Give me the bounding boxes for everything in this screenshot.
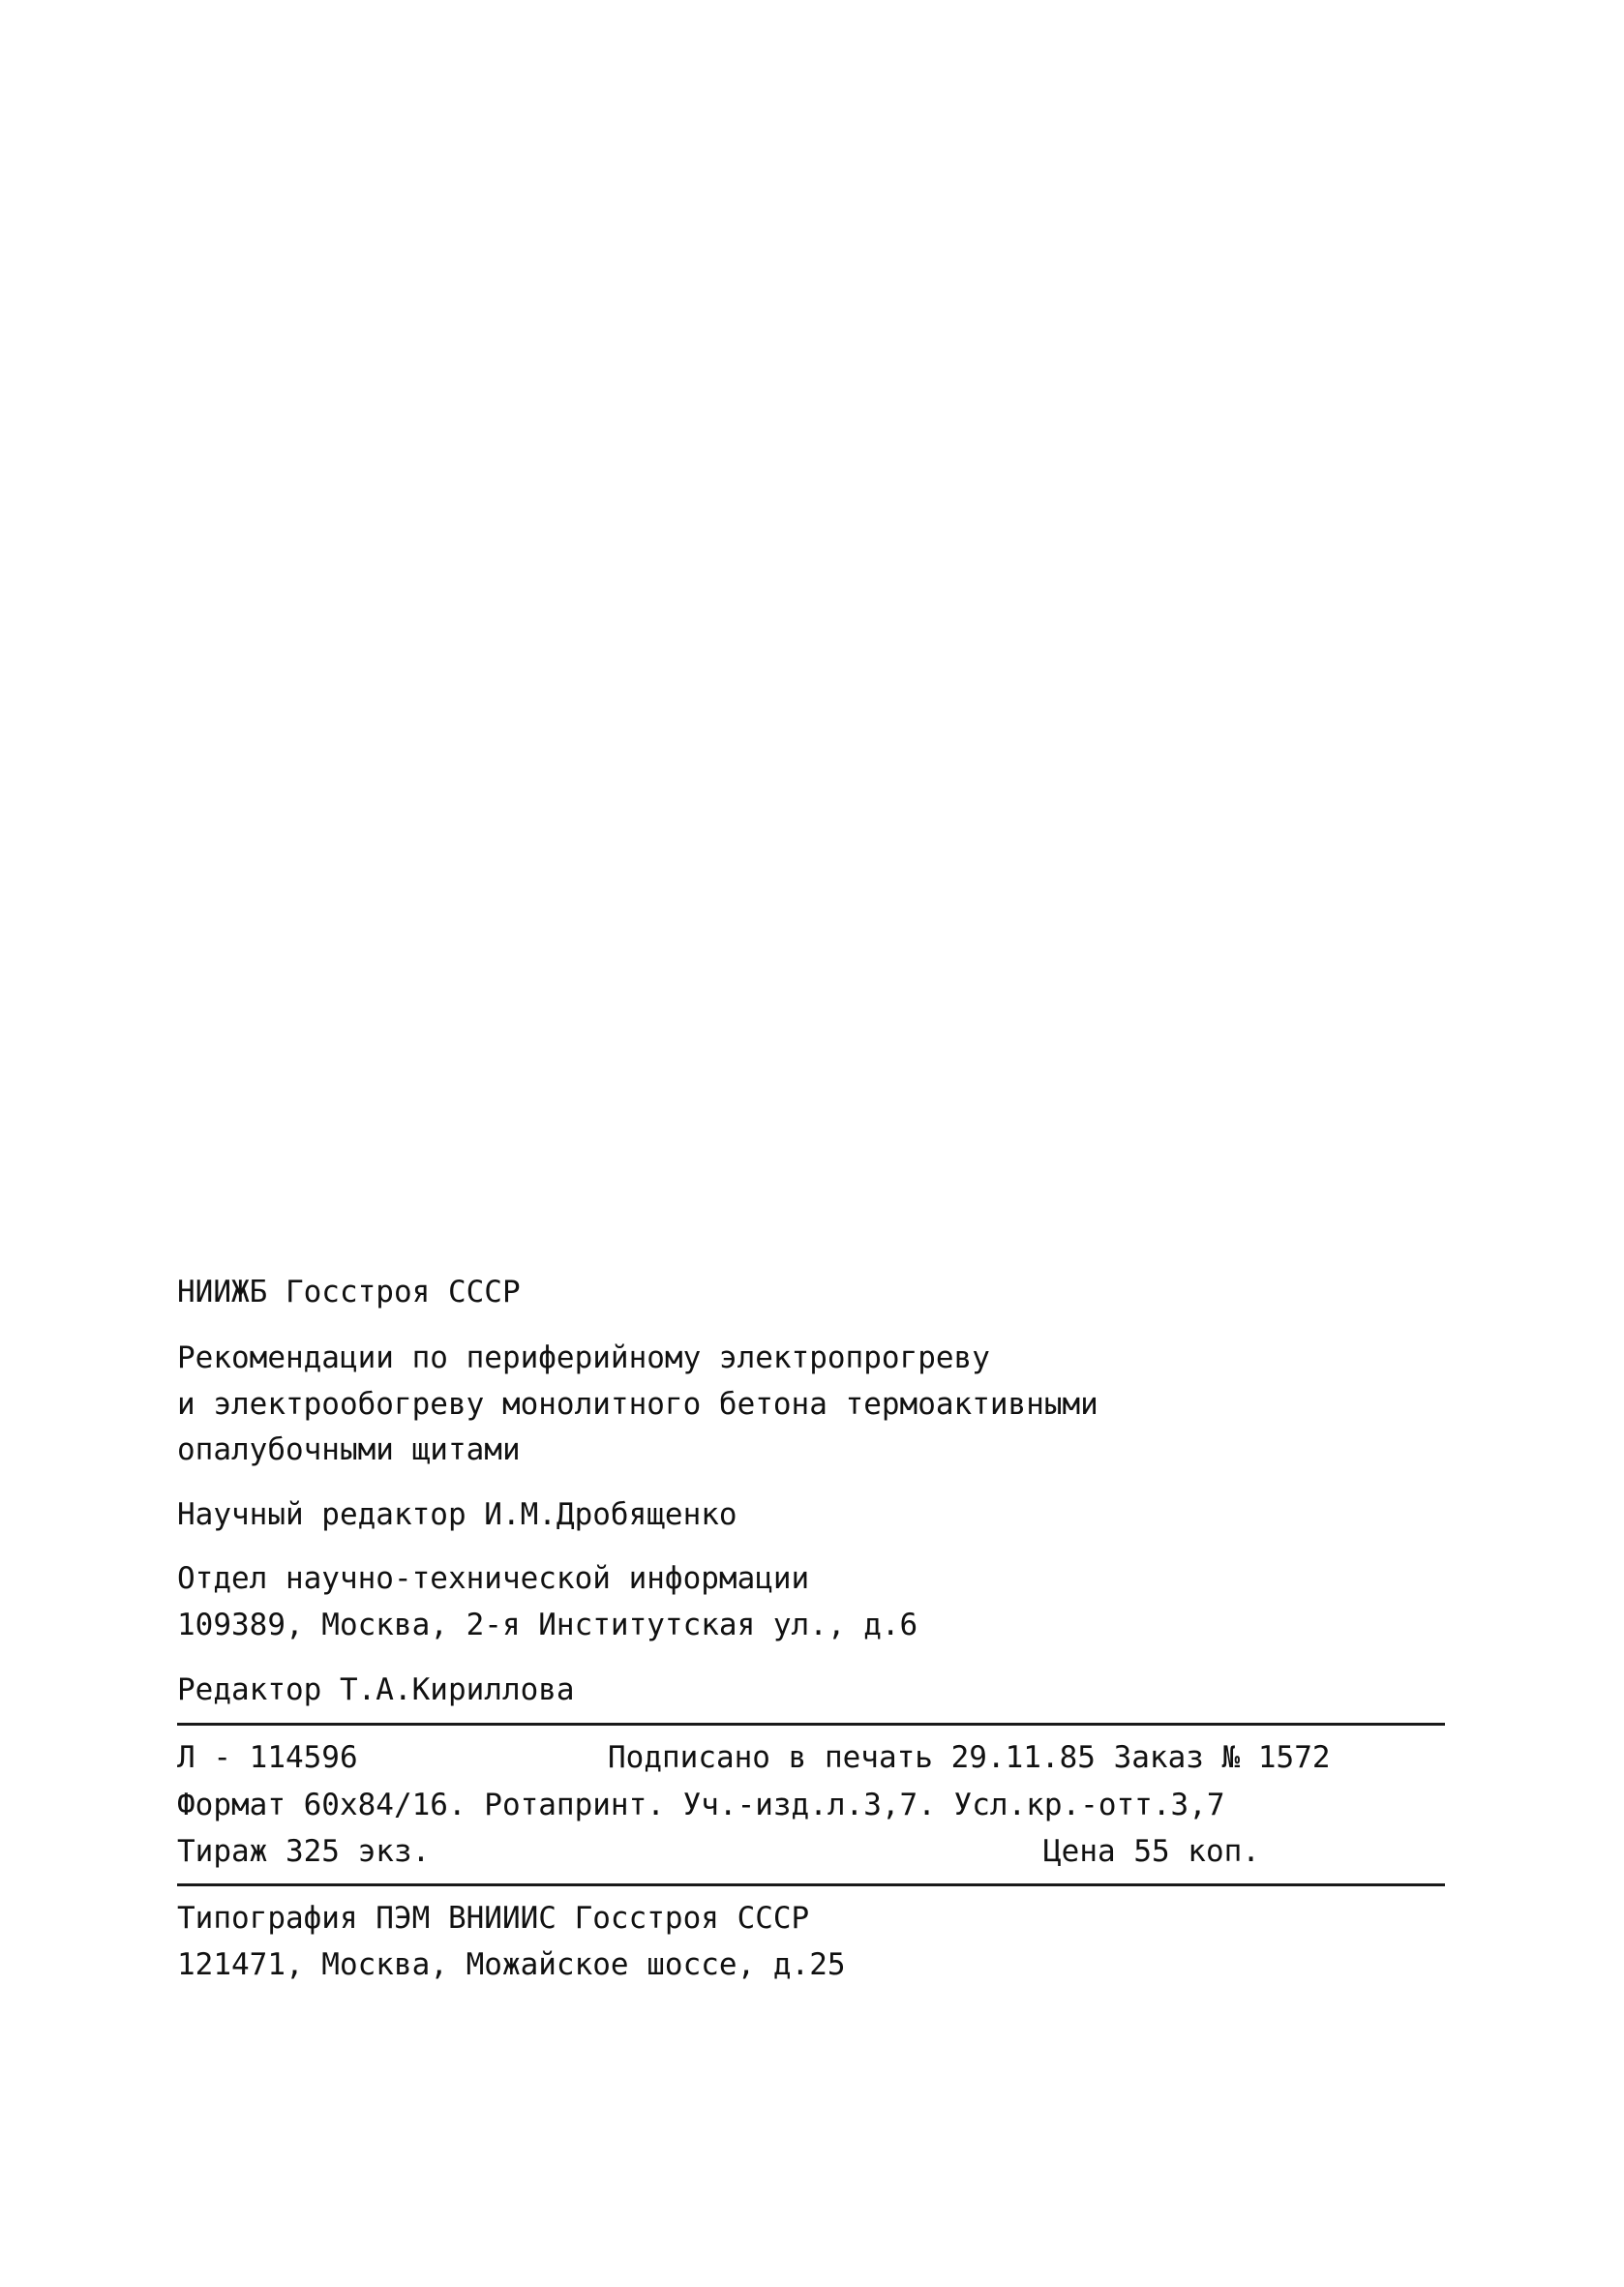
circulation: Тираж 325 экз.: [177, 1834, 431, 1869]
editor: Редактор Т.А.Кириллова: [177, 1672, 575, 1707]
department-address: 109389, Москва, 2-я Институтская ул., д.6: [177, 1608, 918, 1642]
institution: НИИЖБ Госстроя СССР: [177, 1275, 521, 1309]
title-line-1: Рекомендации по периферийному электропрогреву: [177, 1340, 990, 1375]
divider-bottom: [177, 1883, 1445, 1886]
title-line-2: и электрообогреву монолитного бетона термоактивными: [177, 1387, 1098, 1422]
science-editor: Научный редактор И.М.Дробященко: [177, 1497, 737, 1532]
title-line-3: опалубочными щитами: [177, 1432, 521, 1467]
format-line: Формат 60x84/16. Ротапринт. Уч.-изд.л.3,7. Усл.кр.-отт.3,7: [177, 1788, 1225, 1822]
department: Отдел научно-технической информации: [177, 1561, 810, 1596]
printing-house-address: 121471, Москва, Можайское шоссе, д.25: [177, 1947, 846, 1982]
license-number: Л - 114596: [177, 1740, 358, 1775]
printing-house: Типография ПЭМ ВНИИИС Госстроя СССР: [177, 1901, 810, 1936]
signed-for-print: Подписано в печать 29.11.85 Заказ № 1572: [608, 1740, 1331, 1775]
divider-top: [177, 1723, 1445, 1726]
price: Цена 55 коп.: [1043, 1834, 1260, 1869]
